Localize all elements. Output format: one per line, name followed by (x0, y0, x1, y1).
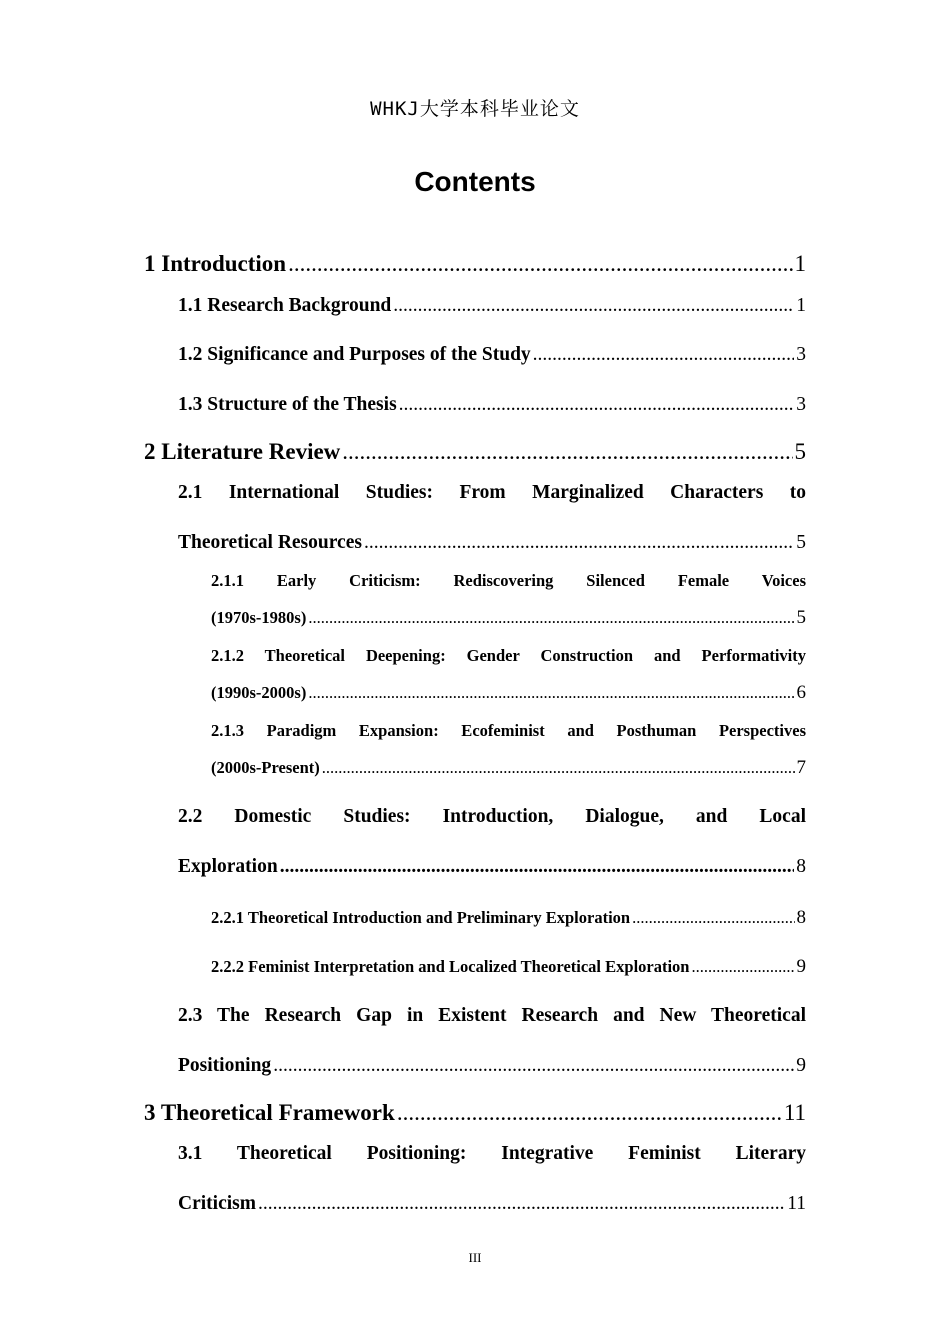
dot-leader (364, 532, 794, 554)
toc-page-number: 5 (794, 439, 806, 464)
toc-entry-label: (2000s-Present) (211, 758, 320, 777)
toc-entry-2-2-first-line[interactable]: 2.2 Domestic Studies: Introduction, Dialogue, and Local (178, 806, 806, 827)
toc-entry-2-1-first-line[interactable]: 2.1 International Studies: From Marginalized Characters to (178, 482, 806, 503)
toc-entry-2-1-2-first-line[interactable]: 2.1.2 Theoretical Deepening: Gender Construction and Performativity (211, 646, 806, 665)
dot-leader (691, 957, 794, 977)
toc-entry-2-1[interactable] (178, 532, 806, 554)
toc-entry-label: (1970s-1980s) (211, 608, 307, 627)
toc-entry-2-2[interactable] (178, 856, 806, 878)
toc-entry-3-1-first-line[interactable]: 3.1 Theoretical Positioning: Integrative Feminist Literary (178, 1143, 806, 1164)
toc-entry-label: Criticism (178, 1193, 256, 1214)
toc-page-number: 11 (787, 1193, 806, 1214)
toc-page-number: 1 (796, 295, 806, 316)
toc-page-number: 3 (796, 394, 806, 415)
dot-leader (258, 1193, 785, 1215)
toc-entry-2-3-first-line[interactable]: 2.3 The Research Gap in Existent Research and New Theoretical (178, 1005, 806, 1026)
page-title: Contents (414, 166, 536, 197)
dot-leader (273, 1055, 794, 1077)
page-header: WHKJ大学本科毕业论文 (370, 98, 580, 120)
dot-leader (393, 295, 794, 317)
toc-entry-label: 3 Theoretical Framework (144, 1100, 395, 1125)
toc-page-number: 1 (794, 251, 806, 276)
toc-entry-label: 1.2 Significance and Purposes of the Study (178, 344, 531, 365)
toc-entry-label: 2 Literature Review (144, 439, 341, 464)
toc-entry-2-1-3-first-line[interactable]: 2.1.3 Paradigm Expansion: Ecofeminist and Posthuman Perspectives (211, 721, 806, 740)
toc-entry-label: 2.2.1 Theoretical Introduction and Preliminary Exploration (211, 908, 631, 927)
dot-leader (533, 344, 795, 366)
toc-page-number: 9 (796, 956, 806, 977)
toc-entry-chapter-2[interactable] (144, 439, 806, 465)
dot-leader (632, 908, 794, 928)
toc-entry-chapter-3[interactable] (144, 1100, 806, 1126)
toc-entry-label: Theoretical Resources (178, 532, 362, 553)
toc-entry-3-1[interactable] (178, 1193, 806, 1215)
page-number-footer: III (468, 1250, 482, 1265)
toc-entry-1-2[interactable] (178, 344, 806, 366)
toc-entry-2-1-1[interactable] (211, 607, 806, 629)
toc-page-number: 3 (796, 344, 806, 365)
toc-entry-label: Exploration (178, 856, 278, 877)
dot-leader (342, 439, 792, 465)
toc-entry-label: 1.3 Structure of the Thesis (178, 394, 397, 415)
toc-page-number: 5 (796, 607, 806, 628)
toc-entry-2-2-1[interactable] (211, 907, 806, 929)
dot-leader (397, 1100, 782, 1126)
dot-leader (322, 758, 795, 778)
toc-page-number: 7 (796, 757, 806, 778)
toc-entry-2-3[interactable] (178, 1055, 806, 1077)
toc-entry-label: 2.2.2 Feminist Interpretation and Localized Theoretical Exploration (211, 957, 690, 976)
toc-page-number: 8 (796, 907, 806, 928)
dot-leader (280, 856, 795, 878)
toc-entry-1-3[interactable] (178, 394, 806, 416)
toc-entry-label: (1990s-2000s) (211, 683, 307, 702)
dot-leader (308, 608, 794, 628)
dot-leader (288, 251, 792, 277)
toc-page-number: 6 (796, 682, 806, 703)
toc-entry-1-1[interactable] (178, 295, 806, 317)
toc-entry-2-2-2[interactable] (211, 956, 806, 978)
toc-page-number: 8 (796, 856, 806, 877)
toc-entry-2-1-2[interactable] (211, 682, 806, 704)
toc-entry-label: 1 Introduction (144, 251, 287, 276)
toc-page-number: 5 (796, 532, 806, 553)
toc-entry-label: 1.1 Research Background (178, 295, 392, 316)
toc-entry-label: Positioning (178, 1055, 272, 1076)
toc-entry-2-1-3[interactable] (211, 757, 806, 779)
dot-leader (308, 683, 794, 703)
dot-leader (399, 394, 795, 416)
toc-page-number: 9 (796, 1055, 806, 1076)
toc-entry-2-1-1-first-line[interactable]: 2.1.1 Early Criticism: Rediscovering Silenced Female Voices (211, 571, 806, 590)
toc-page-number: 11 (783, 1100, 806, 1125)
toc-entry-chapter-1[interactable] (144, 251, 806, 277)
